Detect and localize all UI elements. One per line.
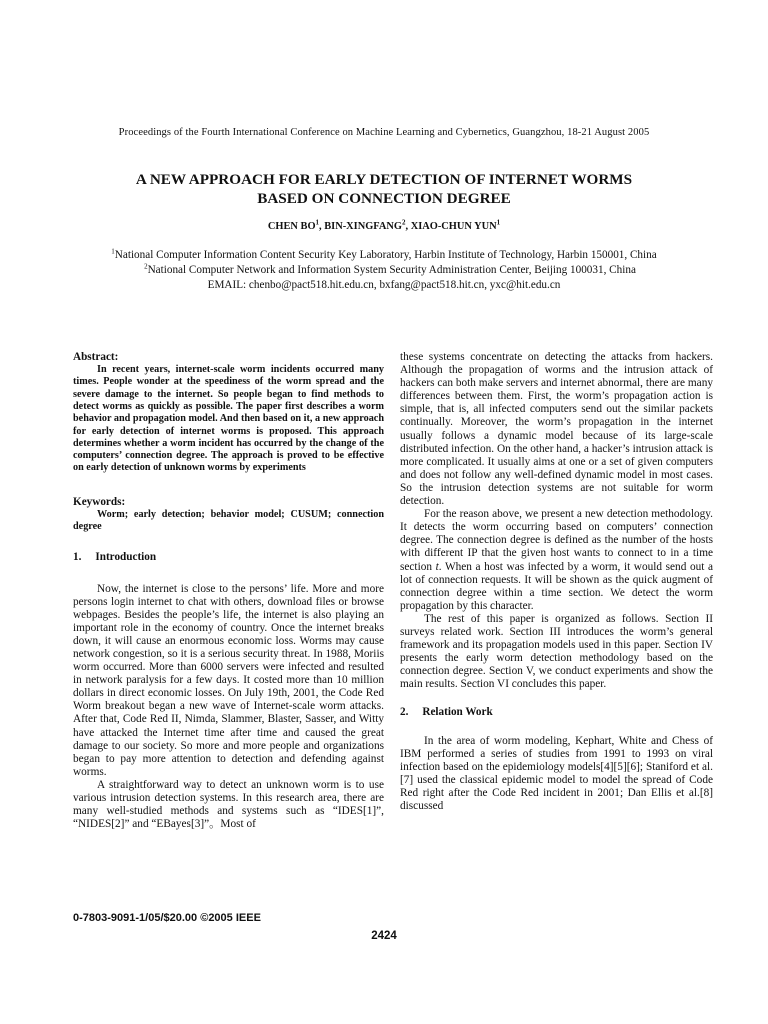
abstract-label: Abstract: [73,351,119,363]
author-1: CHEN BO [267,221,316,232]
affiliation-1 [0,249,768,261]
title-line-2: BASED ON CONNECTION DEGREE [257,190,511,207]
email-line: EMAIL: chenbo@pact518.hit.edu.cn, bxfang@pact518.hit.cn, yxc@hit.edu.cn [207,279,561,291]
affiliation-2 [0,264,768,276]
section-heading-introduction: 1. Introduction [73,551,157,564]
affiliation-1-sup: 1 [111,247,115,256]
page-number: 2424 [371,930,397,942]
author-sep: , [405,221,411,232]
time-section-variable: t [435,560,439,573]
relation-paragraph-1: In the area of worm modeling, Kephart, White and Chess of IBM performed a series of studies from 1991 to 1993 on viral infection based on the epidemiology models[4][5][6]; Staniford et al.[7] used the classical epidemic model to model the spread of Code Red right after the Code Red incident in 2001; Dan Ellis et al.[8] discussed [400,734,713,812]
right-paragraph-2-a: For the reason above, we present a new detection methodology. It detects the worm occurring based on computers’ connection degree. The connection degree is defined as the number of the hosts with different IP that the given host wants to connect to in a time section [400,508,713,573]
author-2: BIN-XINGFANG [324,221,402,232]
affiliation-1-text: National Computer Information Content Security Key Laboratory, Harbin Institute of Technology, Harbin 150001, China [114,249,657,261]
proceedings-header: Proceedings of the Fourth International Conference on Machine Learning and Cybernetics, Guangzhou, 18-21 August 2005 [118,127,650,138]
intro-paragraph-2: A straightforward way to detect an unknown worm is to use various intrusion detection systems. In this research area, there are many well-studied methods and systems such as “IDES[1]”, “NIDES[2]” and “EBayes[3]”。Most of [73,778,384,831]
author-3: XIAO-CHUN YUN [410,221,497,232]
abstract-text: In recent years, internet-scale worm incidents occurred many times. People wonder at the speediness of the worm spread and the severe damage to the internet. So people began to find methods to detect worms as quickly as possible. The paper first describes a worm behavior and propagation model. And then based on it, a new approach for early detection of internet worms is proposed. This approach determines whether a worm incident has occurred by the change of the computers’ connection degree. The approach is proved to be effective on early detection of unknown worms by experiments [73,364,384,474]
author-sep: , [319,221,325,232]
keywords-text: Worm; early detection; behavior model; CUSUM; connection degree [73,508,384,533]
right-paragraph-1: these systems concentrate on detecting the attacks from hackers. Although the propagation of worms and the intrusion attack of hackers can both make servers and internet abnormal, there are many differences between them. First, the worm’s propagation action is simple, that is, all infected computers send out the similar packets continually. Moreover, the worm’s propagation in the internet usually follows a dynamic model because of its large-scale distributed infection. On the other hand, a hacker’s intrusion attack is more complicated. It usually aims at one or a set of given computers and does not follow any well-defined dynamic model in most cases. So the intrusion detection systems are not suitable for worm detection. [400,351,713,508]
author-3-sup: 1 [496,218,501,227]
right-paragraph-3: The rest of this paper is organized as follows. Section II surveys related work. Section III introduces the worm’s general framework and its propagation models used in this paper. Section IV presents the early worm detection methodology based on the connection degree. Section V, we conduct experiments and show the main results. Section VI concludes this paper. [400,612,713,691]
author-2-sup: 2 [401,218,406,227]
keywords-label: Keywords: [73,495,126,508]
right-column [400,351,713,813]
affiliation-2-text: National Computer Network and Information System Security Administration Center, Beijing 100031, China [147,264,636,276]
section-heading-relation-work: 2. Relation Work [400,706,493,719]
footer-issn: 0-7803-9091-1/05/$20.00 ©2005 IEEE [73,912,261,924]
affiliation-2-sup: 2 [144,262,148,271]
left-column [73,351,384,831]
author-1-sup: 1 [315,218,320,227]
paper-title [60,170,708,208]
title-line-1: A NEW APPROACH FOR EARLY DETECTION OF INTERNET WORMS [135,171,633,188]
right-paragraph-2 [400,508,713,613]
right-paragraph-2-b: . When a host was infected by a worm, it would send out a lot of connection requests. It will be shown as the quick augment of connection degree within a time section. We detect the worm propagation by this character. [400,560,713,612]
author-list [0,218,768,232]
intro-paragraph-1: Now, the internet is close to the persons’ life. More and more persons login internet to chat with others, download files or browse webpages. Besides the people’s life, the internet is also playing an important role in the economy of country. Once the internet breaks down, it will cause an enormous economic loss. Worms may cause network congestion, so it is a serious security threat. In 1988, Moriis worm occurred. More than 6000 servers were infected and resulted in network paralysis for a few days. It costed more than 10 million dollars in direct economic losses. On July 19th, 2001, the Code Red Worm breakout began a new wave of Internet-scale worm attacks. After that, Code Red II, Nimda, Slammer, Blaster, Sasser, and Witty have attacked the Internet time after time and caused the great damage to our society. So more and more people and organizations began to pay more attention to detection and defending against worms. [73,582,384,778]
